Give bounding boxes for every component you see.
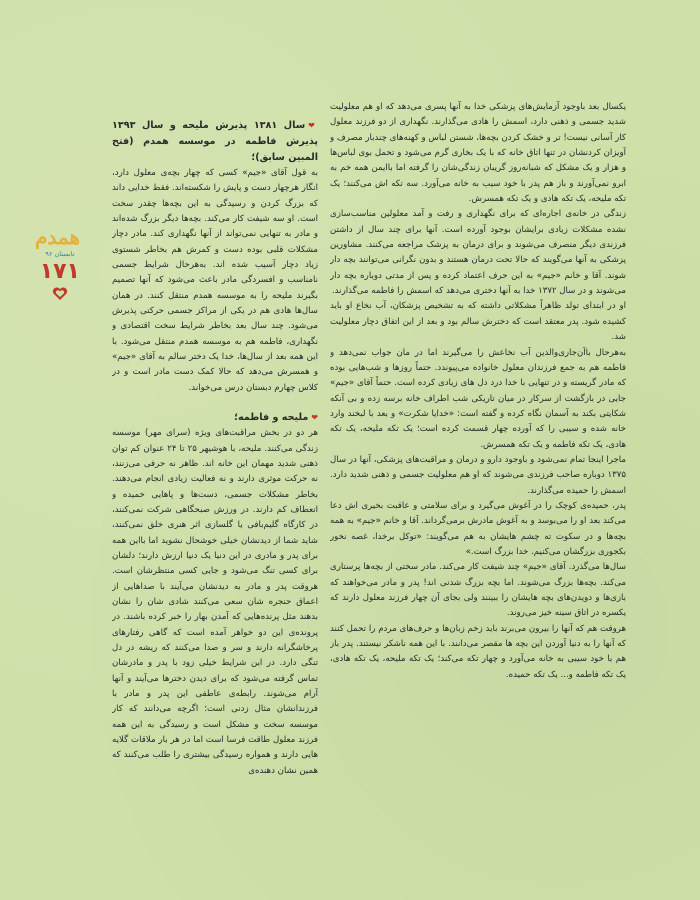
- page-sidebar: [35, 225, 80, 301]
- paragraph: به‌هرحال باآن‌جاری‌والدین آب نخاعش را می‌گیرند اما در مان جواب نمی‌دهد و فاطمه هم به جمع فرزندان معلول خانواده می‌پیوندد. حتماً روزها و شب‌هایی بوده که مادر گریسته و در تنهایی با خدا درد دل های زیادی کرده است. حتماً آقای «جیم» جایی در بازگشت از سرکار در میان تاریکی شب اطراف خانه برسه زده و بی آنکه شکایتی بکند به آسمان نگاه کرده و گفته است: «خدایا شکرت» و بعد با لبخند وارد خانه شده و سیبی را که آورده چهار قسمت کرده است؛ یک تکه ملیحه، یک تکه هادی، یک تکه فاطمه و یک تکه همسرش.: [330, 347, 626, 450]
- paragraph: هروقت هم که آنها را بیرون می‌برند باید زخم زبان‌ها و حرف‌های مردم را تحمل کنند که آنها را به دنیا آوردن این بچه ها مقصر می‌دانند. با این همه ناشکر نیستند. پدر باز هم با خود سیبی به خانه می‌آورد و چهار تکه می‌کند؛ یک تکه ملیحه، یک تکه هادی، یک تکه فاطمه و... یک تکه حمیده.: [330, 623, 626, 680]
- section-gap: [112, 396, 318, 410]
- paragraph: پدر، حمیده‌ی کوچک را در آغوش می‌گیرد و برای سلامتی و عاقبت بخیری اش دعا می‌کند بعد او را می‌بوسد و به آغوش مادرش برمی‌گرداند. آقا و خانم «جیم» به همه بچه‌ها و در سکوت ته چشم هایشان به هم می‌گویند: «توکل برخدا، غصه نخور بکجوری بزرگشان می‌کنیم. خدا بزرگ است.»: [330, 500, 626, 557]
- paragraph: ماجرا اینجا تمام نمی‌شود و باوجود دارو و درمان و مراقبت‌های پزشکی، آنها در سال ۱۳۷۵ دوباره صاحب فرزندی می‌شوند که او هم معلولیت جسمی و ذهنی شدید دارد. اسمش را حمیده می‌گذارند.: [330, 454, 626, 496]
- heart-bullet-icon: ❤: [308, 121, 318, 130]
- section-heading: [112, 410, 318, 426]
- right-text-column: [330, 100, 626, 872]
- paragraph: زندگی در خانه‌ی اجاره‌ای که برای نگهداری و رفت و آمد معلولین مناسب‌سازی نشده مشکلات زیادی برایشان بوجود آورده است. آنها برای چند سال از داشتن فرزندی دیگر منصرف می‌شوند و برای درمان به پزشک مراجعه می‌کنند. مشاورین پزشکی به آنها می‌گویند که حالا تحت درمان هستند و بدون نگرانی می‌توانند بچه دار شوند. آقا و خانم «جیم» به این حرف اعتماد کرده و پس از مدتی دوباره بچه دار می‌شوند و در سال ۱۳۷۲ خدا به آنها دختری می‌دهد که اسمش را فاطمه می‌گذارند.: [330, 209, 626, 297]
- brand-logo: همدم: [35, 225, 80, 249]
- paragraph: او در ابتدای تولد ظاهراً مشکلاتی داشته که به تشخیص پزشکان، آب نخاع او باید کشیده شود. پدر معتقد است که دخترش سالم بود و بعد از این اتفاق دچار معلولیت شد.: [330, 301, 626, 343]
- paragraph: سال‌ها می‌گذرد. آقای «جیم» چند شیفت کار می‌کند. مادر سختی از بچه‌ها پرستاری می‌کند. بچه‌ها بزرگ می‌شوند. اما بچه بزرگ شدنی اند! پدر و مادر می‌خواهند که بازی‌ها و دویدن‌های بچه هایشان را ببینند ولی بجای آن چهار فرزند معلول دارند که یکسره در اتاق سینه خیز می‌روند.: [330, 562, 626, 619]
- paragraph: یکسال بعد باوجود آزمایش‌های پزشکی خدا به آنها پسری می‌دهد که او هم معلولیت شدید جسمی و ذهنی دارد، اسمش را هادی می‌گذارند. نگهداری از دو فرزند معلول کار آسانی نیست! تر و خشک کردن بچه‌ها، شستن لباس و کهنه‌های چندبار مصرف و آویزان کردنشان در تنها اتاق خانه که با یک بخاری گرم می‌شود و تحمل بوی لباس‌ها و هزار و یک مشکل که شبانه‌روز گریبان زندگی‌شان را گرفته اما باایمن همه خم به ابرو نمی‌آورند و باز هم پدر با خود سیب به خانه می‌آورد. سه تکه اش می‌کنند؛ یک تکه ملیحه، یک تکه هادی و یک تکه همسرش.: [330, 102, 626, 205]
- section-heading-text: ملیحه و فاطمه؛: [234, 412, 309, 424]
- left-text-column: [112, 118, 318, 860]
- section-heading-text: سال ۱۳۸۱ پذیرش ملیحه و سال ۱۳۹۳ پذیرش فاطمه در موسسه همدم (فتح المبین سابق)؛: [112, 120, 318, 163]
- issue-label: تابستان ۹۶: [45, 250, 75, 258]
- section-heading: [112, 118, 318, 166]
- paragraph: به قول آقای «جیم» کسی که چهار بچه‌ی معلول دارد، انگار هرچهار دست و پایش را شکسته‌اند. فقط خدایی داند که بزرگ کردن و رسیدگی به این بچه‌ها چقدر سخت است. او سه شیفت کار می‌کند. بچه‌ها دیگر بزرگ شده‌اند و مادر به تنهایی نمی‌تواند از آنها نگهداری کند. مادر دچار مشکلات قلبی بوده دست و کمرش هم بخاطر شستوی زیاد دچار آسیب شده اند. به‌هرحال شرایط جسمی نامناسب و افسردگی مادر باعث می‌شود که آنها تصمیم بگیرند ملیحه را به موسسه همدم منتقل کنند. در همان سال‌ها هادی هم در یکی از مراکز جسمی حرکتی پذیرش می‌شود. چند سال بعد بخاطر شرایط سخت اقتصادی و نگهداری، فاطمه هم به موسسه همدم منتقل می‌شود. با این همه بعد از سال‌ها، خدا یک دختر سالم به آقای «جیم» و همسرش می‌دهد که حالا کمک دست مادر است و در کلاس چهارم دبستان درس می‌خواند.: [112, 168, 318, 393]
- heart-bullet-icon: ❤: [311, 413, 318, 423]
- paragraph: هر دو در بخش مراقبت‌های ویژه (سرای مهر) موسسه زندگی می‌کنند. ملیحه، با هوشیهر ۲۵ تا ۲۴ عنوان کم توان ذهنی شدید مهمان این خانه اند. ظاهر نه حرفی می‌زنند، نه حرکت موثری دارند و نه فعالیت زیادی انجام می‌دهند. بخاطر مشکلات جسمی، دست‌ها و پاهایی خمیده و انعطاف کم دارند. در ورزش صبحگاهی شرکت نمی‌کنند، در کارگاه گلیم‌بافی یا گلسازی اثر هنری خلق نمی‌کنند، شاید شما از دیدنشان خیلی خوشحال نشوید اما بااین همه برای پدر و مادری در این دنیا یک دنیا ارزش دارند؛ دلشان برای کسی تنگ می‌شود و جایی کسی منتظرشان است. هروقت پدر و مادر به دیدنشان می‌آیند با صداهایی از اعماق حنجره شان سعی می‌کنند شادی شان را نشان بدهند مثل پرنده‌هایی که آمدن بهار را خبر کرده باشند. در پرونده‌ی این دو خواهر آمده است که گاهی رفتارهای پرخاشگرانه دارند و سر و صدا می‌کنند که ریشه در دل تنگی دارد. در این شرایط خیلی زود با پدر و مادرشان تماس گرفته می‌شود که برای دیدن دخترها می‌آیند و آنها آرام می‌شوند. رابطه‌ی عاطفی این پدر و مادر با فرزندانشان مثال زدنی است؛ اگرچه می‌دانند که کار موسسه سخت و مشکل است و رسیدگی به این همه فرزند معلول طاقت فرسا است اما در هر بار ملاقات گلایه هایی دارند و همواره رسیدگی بیشتری را طلب می‌کنند که همین نشان دهنده‌ی: [112, 428, 318, 776]
- heart-icon: [52, 287, 68, 301]
- page-number: ۱۷۱: [39, 259, 80, 284]
